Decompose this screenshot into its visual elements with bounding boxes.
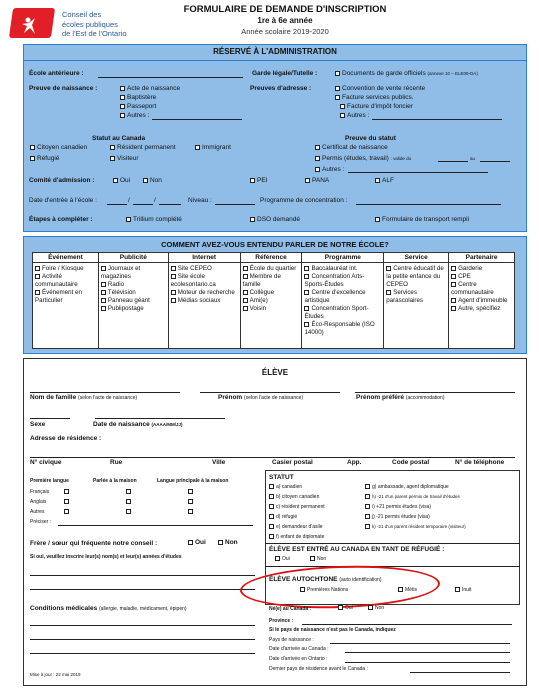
admin-title: RÉSERVÉ À L'ADMINISTRATION: [213, 47, 337, 56]
conditions-label: Conditions médicales (allergie, maladie, médicament, épipen): [30, 605, 187, 612]
dernier-pays-label: Dernier pays de résidence avant le Canada :: [269, 666, 368, 672]
sc-option-3[interactable]: Réfugié: [30, 155, 59, 162]
pei-option[interactable]: PEI: [250, 177, 267, 184]
checkbox-icon: [335, 71, 340, 76]
date-naissance-label: Date de naissance (AAAA/MM/JJ): [93, 421, 183, 428]
form-title: FORMULAIRE DE DEMANDE D'INSCRIPTION: [183, 4, 387, 15]
sc-option-0[interactable]: Citoyen canadien: [30, 144, 87, 151]
survey-col-service: Centre éducatif de la petite enfance du CEPEO Services parascolaires: [384, 263, 449, 349]
premieres-nations-option[interactable]: Premières Nations: [300, 587, 348, 593]
survey-table: [32, 252, 515, 349]
survey-col-partenaire: Garderie CPE Centre communautaire Agent d'immeuble Autre, spécifiez: [449, 263, 515, 349]
comite-label: Comité d'admission :: [29, 177, 95, 184]
adresse-label: Adresse de résidence :: [30, 435, 102, 442]
survey-head-2: Internet: [168, 253, 240, 263]
parlee-maison-label: Parlée à la maison: [93, 478, 137, 484]
date-arrivee-canada-label: Date d'arrivée au Canada :: [269, 646, 329, 652]
sc-option-1[interactable]: Résident permanent: [110, 144, 176, 151]
langue-principale-label: Langue principale à la maison: [157, 478, 229, 484]
form-year: Année scolaire 2019-2020: [241, 27, 329, 36]
preuve-naissance-label: Preuve de naissance :: [29, 85, 98, 92]
refugie-title: ÉLÈVE EST ENTRÉ AU CANADA EN TANT DE RÉFUGIÉ :: [269, 546, 445, 553]
statut-title: STATUT: [269, 474, 294, 481]
pays-label: Pays de naissance :: [269, 637, 314, 643]
rue-label: Rue: [110, 459, 123, 466]
etapes-label: Étapes à compléter :: [29, 216, 93, 223]
survey-head-6: Partenaire: [449, 253, 515, 263]
niveau-label: Niveau :: [188, 197, 212, 204]
ps-option-1[interactable]: Permis (études, travail) : valide du: [315, 155, 411, 162]
transport-option[interactable]: Formulaire de transport rempli: [375, 216, 469, 223]
ne-au-canada-label: Né(e) au Canada :: [269, 606, 312, 612]
telephone-label: N° de téléphone: [455, 459, 505, 466]
casier-label: Casier postal: [272, 459, 313, 466]
autochtone-label: ÉLÈVE AUTOCHTONE (auto identification): [269, 576, 382, 583]
trillium-option[interactable]: Trillium complété: [126, 216, 182, 223]
survey-head-4: Programme: [302, 253, 384, 263]
logo-text: Conseil des écoles publiques de l'Est de l'Ontario: [62, 10, 127, 38]
frere-oui[interactable]: Oui: [188, 539, 206, 546]
eleve-title: ÉLÈVE: [261, 368, 289, 377]
inuit-option[interactable]: Inuit: [455, 587, 471, 593]
survey-title: COMMENT AVEZ-VOUS ENTENDU PARLER DE NOTRE ÉCOLE?: [161, 240, 389, 249]
sc-option-4[interactable]: Visiteur: [110, 155, 139, 162]
logo-figure-icon: [20, 17, 42, 35]
pa-option-3[interactable]: Autres :: [340, 112, 369, 119]
date-entree-label: Date d'entrée à l'école :: [29, 197, 97, 204]
nom-famille-label: Nom de famille (selon l'acte de naissance): [30, 394, 138, 401]
survey-col-internet: Site CEPEO Site école ecolesontario.ca Moteur de recherche Médias sociaux: [168, 263, 240, 349]
survey-head-1: Publicité: [98, 253, 168, 263]
survey-col-programme: Baccalauréat int. Concentration Arts-Sports-Études Centre d'excellence artistique Concentration Sport-Études Éco-Responsable (ISO 14000): [302, 263, 384, 349]
prenom-prefere-label: Prénom préféré (accommodation): [356, 394, 445, 401]
form-grades: 1re à 6e année: [257, 16, 313, 25]
survey-head-5: Service: [384, 253, 449, 263]
ville-label: Ville: [212, 459, 226, 466]
pn-option-0[interactable]: Acte de naissance: [120, 85, 180, 92]
date-arrivee-ontario-label: Date d'arrivée en Ontario :: [269, 656, 328, 662]
province-label: Province :: [269, 618, 294, 624]
ps-option-0[interactable]: Certificat de naissance: [315, 144, 388, 151]
si-pays-label: Si le pays de naissance n'est pas le Canada, indiquez: [269, 627, 396, 633]
app-label: App.: [347, 459, 362, 466]
documents-garde-option[interactable]: Documents de garde officiels (annexe 10 – ELE09-DA): [335, 70, 478, 77]
frere-non[interactable]: Non: [218, 539, 238, 546]
preuve-statut-label: Preuve du statut: [345, 135, 396, 142]
pa-option-1[interactable]: Facture services publics.: [335, 94, 414, 101]
survey-col-evenement: Foire / Kiosque Activité communautaire Événement en Particulier: [33, 263, 99, 349]
prenom-label: Prénom (selon l'acte de naissance): [218, 394, 304, 401]
premiere-langue-label: Première langue: [30, 478, 69, 484]
preuves-adresse-label: Preuves d'adresse :: [250, 85, 312, 92]
code-postal-label: Code postal: [392, 459, 430, 466]
mise-a-jour: Mise à jour : 22 mai 2019: [30, 672, 81, 677]
survey-head-0: Événement: [33, 253, 99, 263]
refugie-oui[interactable]: Oui: [275, 556, 290, 562]
sc-option-2[interactable]: Immigrant: [195, 144, 231, 151]
ps-option-2[interactable]: Autres :: [315, 166, 344, 173]
statut-canada-label: Statut au Canada: [92, 135, 146, 142]
alf-option[interactable]: ALF: [375, 177, 394, 184]
pn-option-3[interactable]: Autres :: [120, 112, 149, 119]
programme-label: Programme de concentration :: [260, 197, 348, 204]
comite-oui[interactable]: Oui: [113, 177, 130, 184]
survey-col-reference: École du quartier Membre de famille Collègue Ami(e) Voisin: [240, 263, 302, 349]
pana-option[interactable]: PANA: [305, 177, 329, 184]
pn-option-2[interactable]: Passeport: [120, 103, 156, 110]
ecole-anterieure-label: École antérieure :: [29, 70, 84, 77]
ecole-anterieure-field[interactable]: [98, 77, 243, 78]
pa-option-0[interactable]: Convention de vente récente: [335, 85, 425, 92]
refugie-non[interactable]: Non: [310, 556, 326, 562]
pn-option-1[interactable]: Baptistère: [120, 94, 156, 101]
sexe-label: Sexe: [30, 421, 46, 428]
survey-col-publicite: Journaux et magazines Radio Télévision Panneau géant Publipostage: [98, 263, 168, 349]
metis-option[interactable]: Métis: [398, 587, 417, 593]
no-civique-label: N° civique: [30, 459, 62, 466]
survey-head-3: Référence: [240, 253, 302, 263]
si-oui-label: Si oui, veuillez inscrire leur(s) nom(s) et leur(s) années d'études: [30, 554, 182, 560]
frere-soeur-label: Frère / sœur qui fréquente notre conseil :: [30, 540, 158, 547]
dso-option[interactable]: DSO demandé: [250, 216, 300, 223]
comite-non[interactable]: Non: [143, 177, 162, 184]
garde-legale-label: Garde légale/Tutelle :: [252, 70, 318, 77]
pa-option-2[interactable]: Facture d'impôt foncier: [340, 103, 413, 110]
